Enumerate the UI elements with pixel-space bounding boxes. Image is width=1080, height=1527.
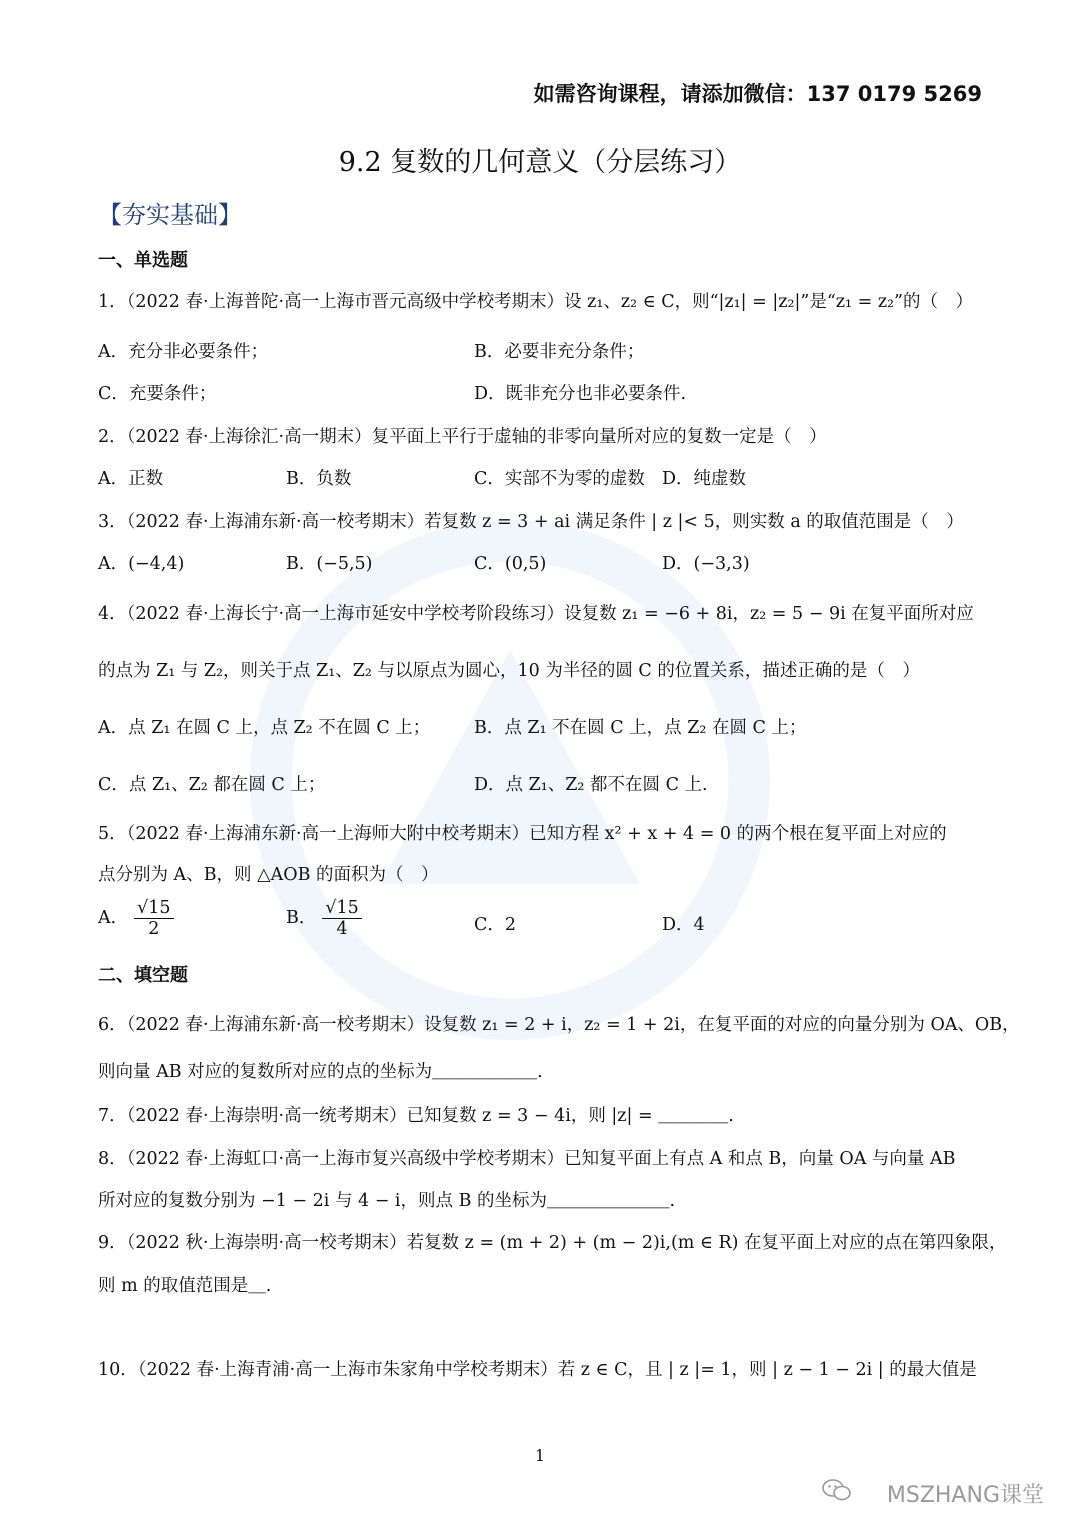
question-2-option-a: A．正数 (98, 469, 164, 489)
question-1-option-b: B．必要非充分条件； (474, 342, 645, 362)
question-5-line-1: 5．（2022 春·上海浦东新·高一上海师大附中校考期末）已知方程 x² + x + 4 = 0 的两个根在复平面上对应的 (98, 824, 947, 844)
fraction-denominator: 2 (148, 919, 160, 939)
question-3-option-a: A．(−4,4) (98, 554, 185, 574)
page-number: 1 (534, 1446, 546, 1465)
question-5-option-b (286, 898, 362, 939)
question-1-option-a: A．充分非必要条件； (98, 342, 269, 362)
question-2-option-d: D．纯虚数 (662, 469, 747, 489)
question-5-option-c: C．2 (474, 915, 517, 935)
question-4-option-a: A．点 Z₁ 在圆 C 上，点 Z₂ 不在圆 C 上； (98, 718, 431, 738)
option-b-label: B． (286, 908, 317, 928)
question-2-option-c: C．实部不为零的虚数 (474, 469, 645, 489)
question-3-option-c: C．(0,5) (474, 554, 547, 574)
question-3-option-d: D．(−3,3) (662, 554, 750, 574)
question-3: 3．（2022 春·上海浦东新·高一校考期末）若复数 z = 3 + ai 满足条件 | z |< 5，则实数 a 的取值范围是（ ） (98, 512, 964, 532)
question-5-option-d: D．4 (662, 915, 705, 935)
watermark-text: MSZHANG课堂 (886, 1483, 1044, 1508)
question-4-line-1: 4．（2022 春·上海长宁·高一上海市延安中学校考阶段练习）设复数 z₁ = −6 + 8i，z₂ = 5 − 9i 在复平面所对应 (98, 604, 974, 624)
question-6-line-1: 6．（2022 春·上海浦东新·高一校考期末）设复数 z₁ = 2 + i，z₂ = 1 + 2i，在复平面的对应的向量分别为 OA、OB， (98, 1015, 1020, 1035)
question-10: 10．（2022 春·上海青浦·高一上海市朱家角中学校考期末）若 z ∈ C，且 | z |= 1，则 | z − 1 − 2i | 的最大值是 (98, 1360, 977, 1380)
wechat-icon (822, 1478, 852, 1502)
question-3-option-b: B．(−5,5) (286, 554, 373, 574)
question-8-line-1: 8．（2022 春·上海虹口·高一上海市复兴高级中学校考期末）已知复平面上有点 A 和点 B，向量 OA 与向量 AB (98, 1149, 956, 1169)
question-9-line-2: 则 m 的取值范围是＿. (98, 1276, 272, 1296)
question-2: 2．（2022 春·上海徐汇·高一期末）复平面上平行于虚轴的非零向量所对应的复数一定是（ ） (98, 427, 827, 447)
section-heading: 【夯实基础】 (98, 201, 242, 229)
fraction-numerator: √15 (322, 898, 361, 919)
question-1-option-c: C．充要条件； (98, 384, 217, 404)
contact-info: 如需咨询课程，请添加微信：137 0179 5269 (533, 82, 982, 106)
fraction-numerator: √15 (134, 898, 173, 919)
question-9-line-1: 9．（2022 秋·上海崇明·高一校考期末）若复数 z = (m + 2) + (m − 2)i,(m ∈ R) 在复平面上对应的点在第四象限， (98, 1233, 1007, 1253)
question-6-line-2: 则向量 AB 对应的复数所对应的点的坐标为＿＿＿＿＿＿. (98, 1062, 543, 1082)
option-a-label: A． (98, 908, 129, 928)
page-title: 9.2 复数的几何意义（分层练习） (338, 147, 742, 178)
question-7: 7．（2022 春·上海崇明·高一统考期末）已知复数 z = 3 − 4i，则 |z| = ＿＿＿＿. (98, 1106, 734, 1126)
question-8-line-2: 所对应的复数分别为 −1 − 2i 与 4 − i，则点 B 的坐标为＿＿＿＿＿＿＿. (98, 1191, 676, 1211)
question-4-option-c: C．点 Z₁、Z₂ 都在圆 C 上； (98, 775, 326, 795)
fraction-denominator: 4 (336, 919, 348, 939)
question-4-option-b: B．点 Z₁ 不在圆 C 上，点 Z₂ 在圆 C 上； (474, 718, 807, 738)
question-1: 1．（2022 春·上海普陀·高一上海市晋元高级中学校考期末）设 z₁、z₂ ∈ C，则“|z₁| = |z₂|”是“z₁ = z₂”的（ ） (98, 292, 973, 312)
fraction (322, 898, 361, 939)
fraction (134, 898, 173, 939)
question-5-line-2: 点分别为 A、B，则 △AOB 的面积为（ ） (98, 865, 439, 885)
question-1-option-d: D．既非充分也非必要条件. (474, 384, 687, 404)
question-4-option-d: D．点 Z₁、Z₂ 都不在圆 C 上. (474, 775, 708, 795)
question-5-option-a (98, 898, 174, 939)
part-heading-single-choice: 一、单选题 (98, 250, 188, 271)
part-heading-fill-in: 二、填空题 (98, 965, 188, 986)
question-4-line-2: 的点为 Z₁ 与 Z₂，则关于点 Z₁、Z₂ 与以原点为圆心，10 为半径的圆 C 的位置关系，描述正确的是（ ） (98, 661, 920, 681)
question-2-option-b: B．负数 (286, 469, 352, 489)
